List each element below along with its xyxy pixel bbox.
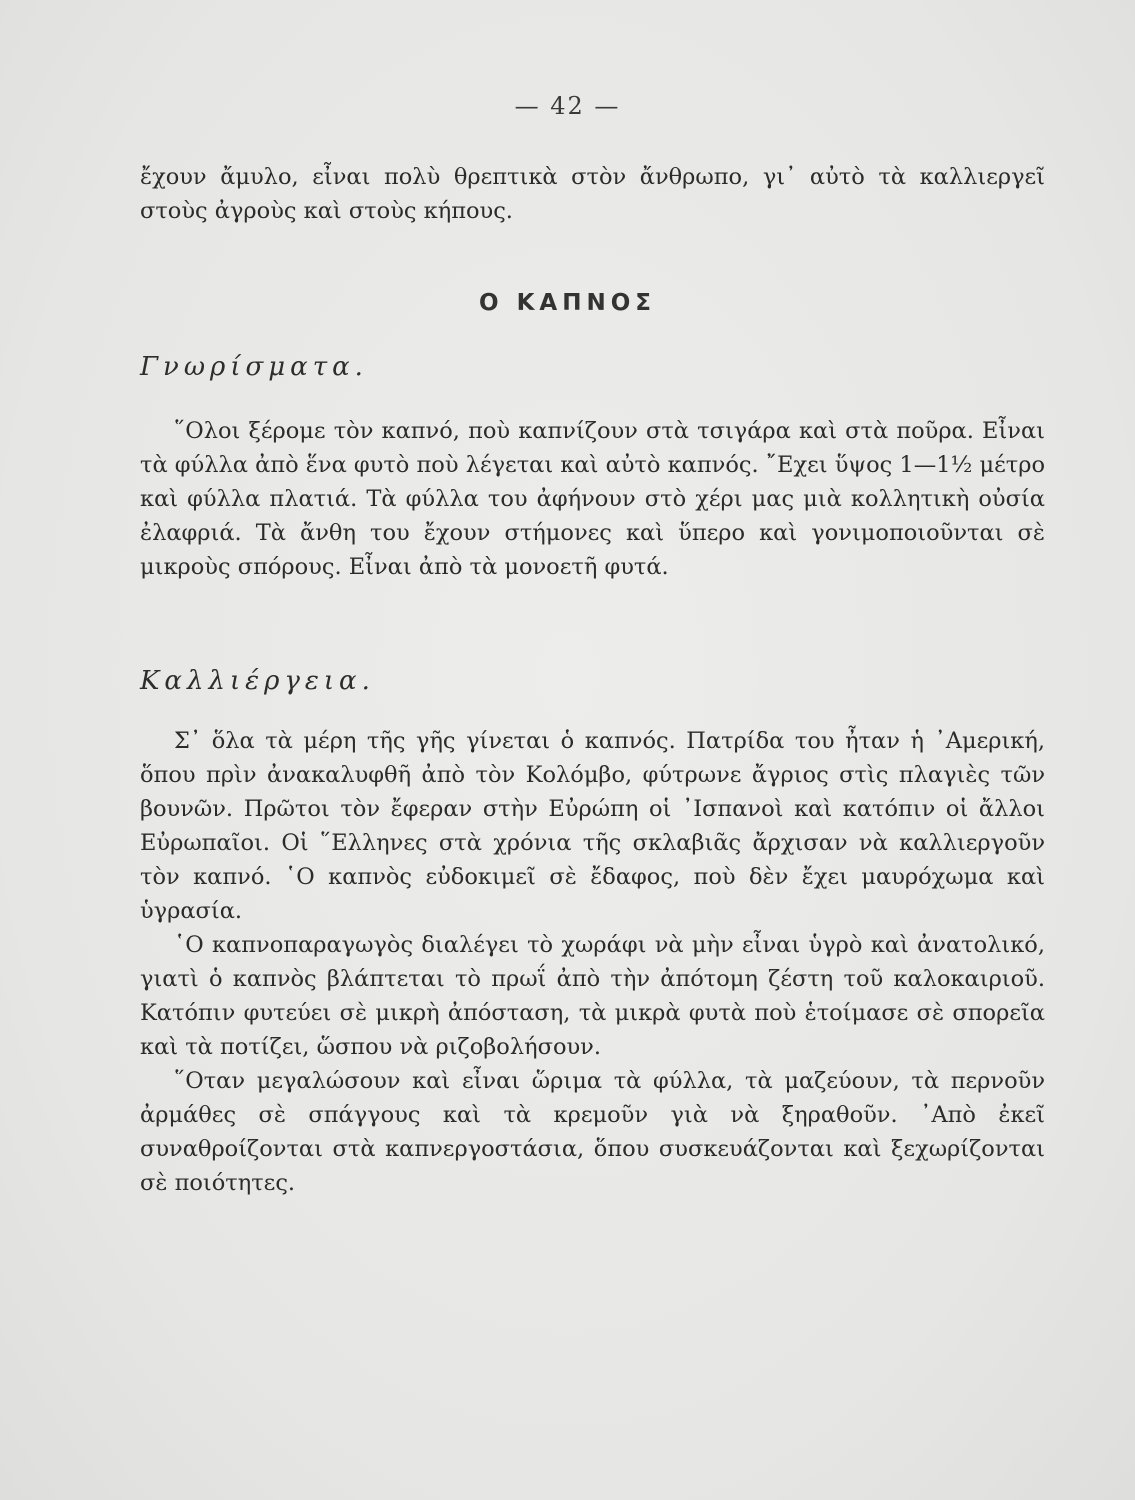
features-text-block	[140, 414, 1045, 584]
subheading-features: Γνωρίσματα.	[140, 352, 368, 382]
intro-paragraph: ἔχουν ἄμυλο, εἶναι πολὺ θρεπτικὰ στὸν ἄνθρωπο, γι᾿ αὐτὸ τὰ καλλιεργεῖ στοὺς ἀγροὺς καὶ στοὺς κήπους.	[140, 164, 1045, 224]
page-number: — 42 —	[514, 92, 621, 120]
section-title: Ο ΚΑΠΝΟΣ	[479, 290, 656, 316]
cultivation-paragraph-2: ῾Ο καπνοπαραγωγὸς διαλέγει τὸ χωράφι νὰ μὴν εἶναι ὑγρὸ καὶ ἀνατολικό, γιατὶ ὁ καπνὸς βλάπτεται τὸ πρωΐ ἀπὸ τὴν ἀπότομη ζέστη τοῦ καλοκαιριοῦ. Κατόπιν φυτεύει σὲ μικρὴ ἀπόσταση, τὰ μικρὰ φυτὰ ποὺ ἑτοίμασε σὲ σπορεῖα καὶ τὰ ποτίζει, ὥσπου νὰ ριζοβολήσουν.	[140, 932, 1045, 1060]
features-paragraph: ῞Ολοι ξέρομε τὸν καπνό, ποὺ καπνίζουν στὰ τσιγάρα καὶ στὰ ποῦρα. Εἶναι τὰ φύλλα ἀπὸ ἕνα φυτὸ ποὺ λέγεται καὶ αὐτὸ καπνός. ῎Εχει ὕψος 1—1½ μέτρο καὶ φύλλα πλατιά. Τὰ φύλλα του ἀφήνουν στὸ χέρι μας μιὰ κολλητικὴ οὐσία ἐλαφριά. Τὰ ἄνθη του ἔχουν στήμονες καὶ ὕπερο καὶ γονιμοποιοῦνται σὲ μικροὺς σπόρους. Εἶναι ἀπὸ τὰ μονοετῆ φυτά.	[140, 418, 1045, 580]
cultivation-paragraph-3: ῞Οταν μεγαλώσουν καὶ εἶναι ὥριμα τὰ φύλλα, τὰ μαζεύουν, τὰ περνοῦν ἀρμάθες σὲ σπάγγους καὶ τὰ κρεμοῦν γιὰ νὰ ξηραθοῦν. ᾿Απὸ ἐκεῖ συναθροίζονται στὰ καπνεργοστάσια, ὅπου συσκευάζονται καὶ ξεχωρίζονται σὲ ποιότητες.	[140, 1068, 1045, 1196]
subheading-cultivation: Καλλιέργεια.	[140, 666, 375, 696]
intro-paragraph-block	[140, 160, 1045, 228]
cultivation-paragraph-1: Σ᾿ ὅλα τὰ μέρη τῆς γῆς γίνεται ὁ καπνός. Πατρίδα του ἦταν ἡ ᾿Αμερική, ὅπου πρὶν ἀνακαλυφθῆ ἀπὸ τὸν Κολόμβο, φύτρωνε ἄγριος στὶς πλαγιὲς τῶν βουνῶν. Πρῶτοι τὸν ἔφεραν στὴν Εὐρώπη οἱ ᾿Ισπανοὶ καὶ κατόπιν οἱ ἄλλοι Εὐρωπαῖοι. Οἱ ῞Ελληνες στὰ χρόνια τῆς σκλαβιᾶς ἄρχισαν νὰ καλλιεργοῦν τὸν καπνό. ῾Ο καπνὸς εὐδοκιμεῖ σὲ ἔδαφος, ποὺ δὲν ἔχει μαυρόχωμα καὶ ὑγρασία.	[140, 728, 1045, 924]
cultivation-text-block	[140, 724, 1045, 1200]
